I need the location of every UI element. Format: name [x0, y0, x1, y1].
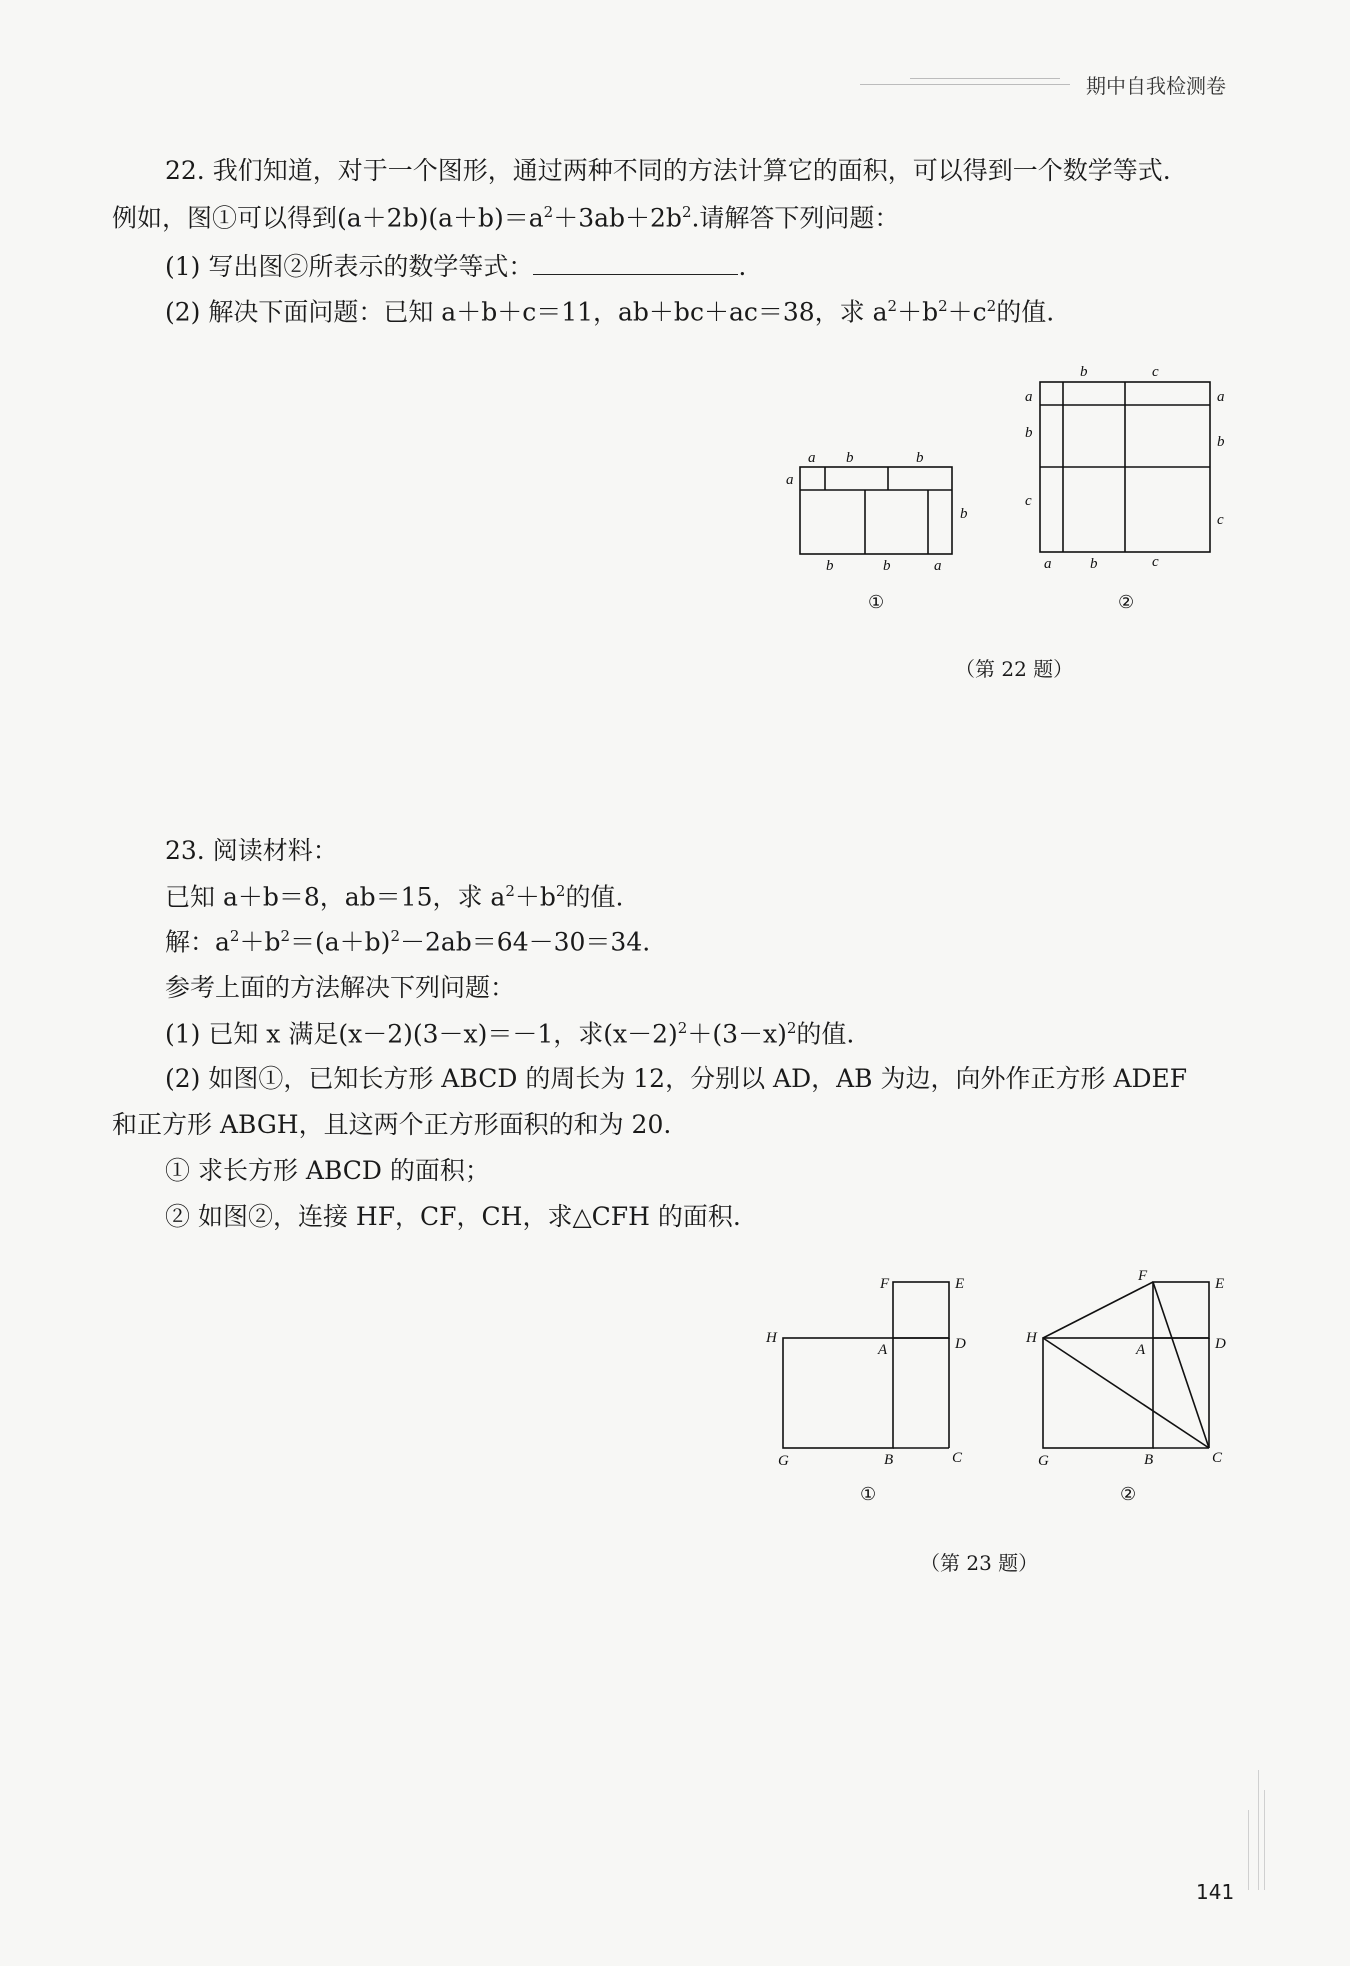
- point-G: G: [1038, 1453, 1049, 1469]
- q22-part2-text: (2) 解决下面问题：已知 a＋b＋c＝11，ab＋bc＋ac＝38，求 a: [165, 297, 888, 327]
- sup: 2: [390, 927, 400, 945]
- q22-figure-2: [1040, 382, 1210, 552]
- sup: 2: [938, 297, 948, 315]
- label-b: b: [916, 450, 924, 466]
- header-title: 期中自我检测卷: [1086, 74, 1226, 98]
- point-B: B: [1144, 1452, 1154, 1468]
- q23-line5-post: 的值.: [796, 1019, 855, 1049]
- q23-line3: [165, 927, 650, 957]
- binding-mark: [1264, 1790, 1265, 1890]
- q22-part1-end: .: [738, 252, 747, 281]
- label-b: b: [826, 558, 834, 574]
- q22-part1-text: (1) 写出图②所表示的数学等式：: [165, 252, 534, 281]
- q23-line2-post: 的值.: [565, 882, 624, 912]
- q23-line4: 参考上面的方法解决下列问题：: [165, 973, 516, 1002]
- q23-line6: (2) 如图①，已知长方形 ABCD 的周长为 12，分别以 AD，AB 为边，向外作正方形 ADEF: [165, 1064, 1188, 1093]
- point-E: E: [1215, 1276, 1225, 1292]
- q23-line3-pre: 解：a: [165, 927, 230, 957]
- sup: 2: [786, 1019, 797, 1037]
- q23-figure-1: [783, 1282, 949, 1448]
- label-b: b: [1217, 434, 1225, 450]
- label-a: a: [786, 472, 794, 488]
- q23-line8: ① 求长方形 ABCD 的面积；: [165, 1156, 490, 1185]
- point-A: A: [878, 1342, 888, 1358]
- q23-line5-pre: (1) 已知 x 满足(x－2)(3－x)＝－1，求(x－2): [165, 1019, 678, 1049]
- q23-line5: [165, 1019, 854, 1049]
- point-H: H: [1026, 1330, 1037, 1346]
- label-a: a: [1044, 556, 1052, 572]
- label-b: b: [1090, 556, 1098, 572]
- sup: 2: [505, 882, 515, 900]
- q23-line2-mid: ＋b: [514, 882, 556, 912]
- sup: 2: [677, 1019, 688, 1037]
- q23-line5-mid: ＋(3－x): [687, 1019, 787, 1049]
- point-G: G: [778, 1453, 789, 1469]
- point-C: C: [1212, 1450, 1223, 1466]
- q23-figure-2-labels: [1025, 1268, 1226, 1504]
- q23-line2: [165, 882, 623, 912]
- point-D: D: [1215, 1336, 1226, 1352]
- sup: 2: [555, 882, 566, 900]
- point-H: H: [766, 1330, 777, 1346]
- sup: 2: [229, 927, 240, 945]
- q23-line9: ② 如图②，连接 HF，CF，CH，求△CFH 的面积.: [165, 1202, 741, 1231]
- label-a: a: [1025, 389, 1033, 405]
- q22-line2-pre: 例如，图①可以得到(a＋2b)(a＋b)＝a: [112, 203, 544, 233]
- sup: 2: [986, 297, 997, 315]
- q23-line1: 23. 阅读材料：: [165, 836, 338, 865]
- label-a: a: [808, 450, 816, 466]
- binding-mark: [1248, 1810, 1249, 1890]
- label-c: c: [1152, 364, 1159, 380]
- q22-part2-c: ＋c: [947, 297, 987, 327]
- point-C: C: [952, 1450, 963, 1466]
- figure-number: ②: [1120, 1484, 1137, 1504]
- q22-part2-end: 的值.: [996, 297, 1055, 327]
- label-c: c: [1217, 512, 1224, 528]
- label-b: b: [846, 450, 854, 466]
- q23-line3-b: ＝(a＋b): [290, 927, 391, 957]
- q23-figure-1-labels: [765, 1276, 966, 1504]
- label-a: a: [934, 558, 942, 574]
- page-number: 141: [1196, 1880, 1235, 1904]
- q22-caption: （第 22 题）: [955, 657, 1074, 681]
- point-F: F: [1138, 1268, 1148, 1284]
- figure-number: ②: [1118, 592, 1135, 612]
- point-B: B: [884, 1452, 894, 1468]
- label-a: a: [1217, 389, 1225, 405]
- point-E: E: [955, 1276, 965, 1292]
- q22-figure-1-labels: [786, 450, 968, 612]
- label-b: b: [960, 506, 968, 522]
- label-b: b: [1025, 425, 1033, 441]
- q23-line7: 和正方形 ABGH，且这两个正方形面积的和为 20.: [112, 1110, 672, 1139]
- point-A: A: [1136, 1342, 1146, 1358]
- q22-part2-b: ＋b: [897, 297, 939, 327]
- q22-line2-mid: ＋3ab＋2b: [553, 203, 682, 233]
- label-b: b: [1080, 364, 1088, 380]
- binding-mark: [1258, 1770, 1259, 1890]
- point-F: F: [880, 1276, 890, 1292]
- label-b: b: [883, 558, 891, 574]
- q23-line3-post: －2ab＝64－30＝34.: [399, 927, 651, 957]
- q23-line3-a: ＋b: [239, 927, 281, 957]
- figure-number: ①: [868, 592, 885, 612]
- sup: 2: [887, 297, 898, 315]
- q23-figure-2: [1043, 1282, 1209, 1448]
- sup: 2: [681, 203, 692, 221]
- label-c: c: [1025, 493, 1032, 509]
- point-D: D: [955, 1336, 966, 1352]
- q23-line2-pre: 已知 a＋b＝8，ab＝15，求 a: [165, 882, 506, 912]
- figure-number: ①: [860, 1484, 877, 1504]
- label-c: c: [1152, 554, 1159, 570]
- q22-line2-post: .请解答下列问题：: [691, 203, 900, 233]
- q22-figure-1: [800, 467, 952, 554]
- q23-caption: （第 23 题）: [920, 1551, 1039, 1575]
- sup: 2: [543, 203, 554, 221]
- sup: 2: [280, 927, 291, 945]
- q22-line1: 22. 我们知道，对于一个图形，通过两种不同的方法计算它的面积，可以得到一个数学等式.: [165, 156, 1171, 185]
